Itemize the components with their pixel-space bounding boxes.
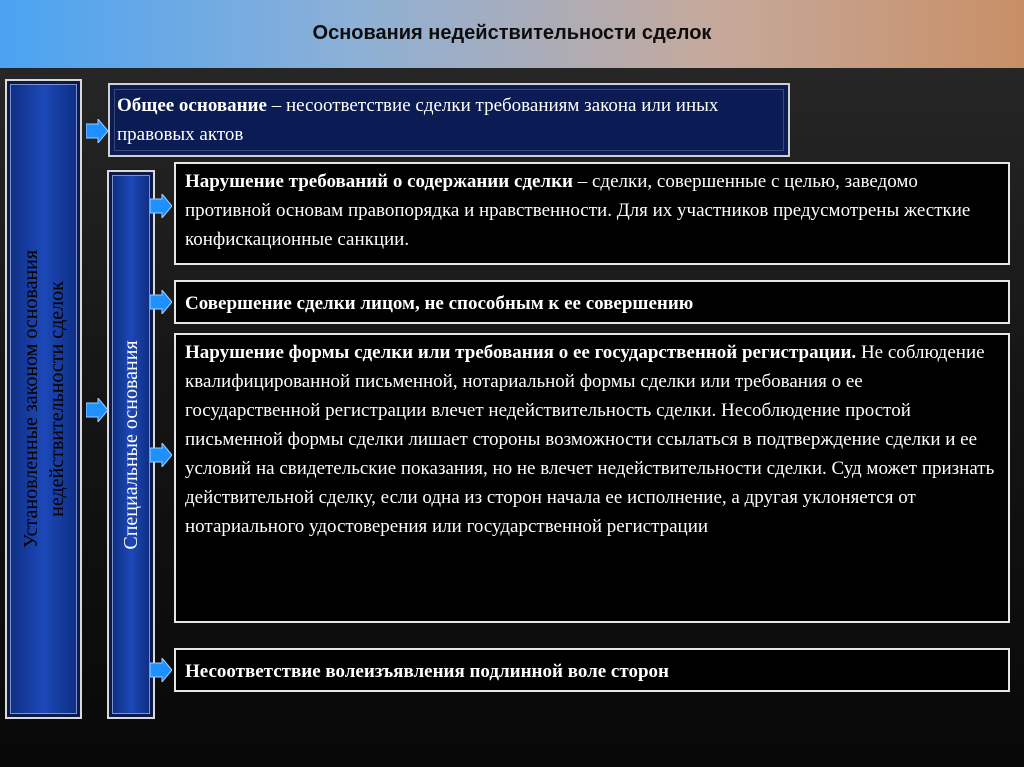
special-grounds-panel bbox=[112, 175, 150, 714]
established-grounds-line2: недействительности сделок bbox=[45, 281, 68, 517]
incapable-person-box bbox=[174, 280, 1010, 324]
established-grounds-line1: Установленные законом основания bbox=[19, 249, 42, 549]
established-grounds-bar bbox=[5, 79, 82, 719]
arrow-right-icon bbox=[150, 290, 172, 314]
general-ground-text: – несоответствие сделки требованиям закона или иных правовых актов bbox=[117, 95, 719, 145]
incapable-person-title: Совершение сделки лицом, не способным к ее совершению bbox=[185, 293, 694, 314]
will-mismatch-title: Несоответствие волеизъявления подлинной воле сторон bbox=[185, 661, 669, 682]
special-grounds-bar bbox=[107, 170, 155, 719]
content-violation-text: – сделки, совершенные с целью, заведомо противной основам правопорядка и нравственности. Для их участников предусмотрены жесткие конфискационные санкции. bbox=[185, 171, 971, 250]
established-grounds-label bbox=[18, 250, 70, 548]
established-grounds-panel bbox=[10, 84, 77, 714]
special-grounds-label: Специальные основания bbox=[120, 339, 142, 550]
form-violation-text: Не соблюдение квалифицированной письменной, нотариальной формы сделки или требования о ее государственной регистрации влечет недействительность сделки. Несоблюдение простой письменной формы сделки лишает стороны возможности ссылаться в подтверждение сделки и ее условий на свидетельские показания, но не влечет недействительности сделки. Суд может признать действительной сделку, если одна из сторон начала ее исполнение, а другая уклоняется от нотариального удостоверения или государственной регистрации bbox=[185, 342, 995, 537]
arrow-right-icon bbox=[150, 194, 172, 218]
content-violation-box bbox=[174, 162, 1010, 265]
general-ground-title: Общее основание bbox=[117, 95, 267, 116]
will-mismatch-box bbox=[174, 648, 1010, 692]
content-violation-title: Нарушение требований о содержании сделки bbox=[185, 171, 573, 192]
arrow-right-icon bbox=[150, 658, 172, 682]
page-title: Основания недействительности сделок bbox=[312, 22, 712, 44]
arrow-right-icon bbox=[86, 398, 108, 422]
form-violation-box bbox=[174, 333, 1010, 623]
form-violation-title: Нарушение формы сделки или требования о ее государственной регистрации. bbox=[185, 342, 857, 363]
arrow-right-icon bbox=[150, 443, 172, 467]
arrow-right-icon bbox=[86, 119, 108, 143]
title-bar bbox=[0, 0, 1024, 68]
general-ground-box bbox=[108, 83, 790, 157]
